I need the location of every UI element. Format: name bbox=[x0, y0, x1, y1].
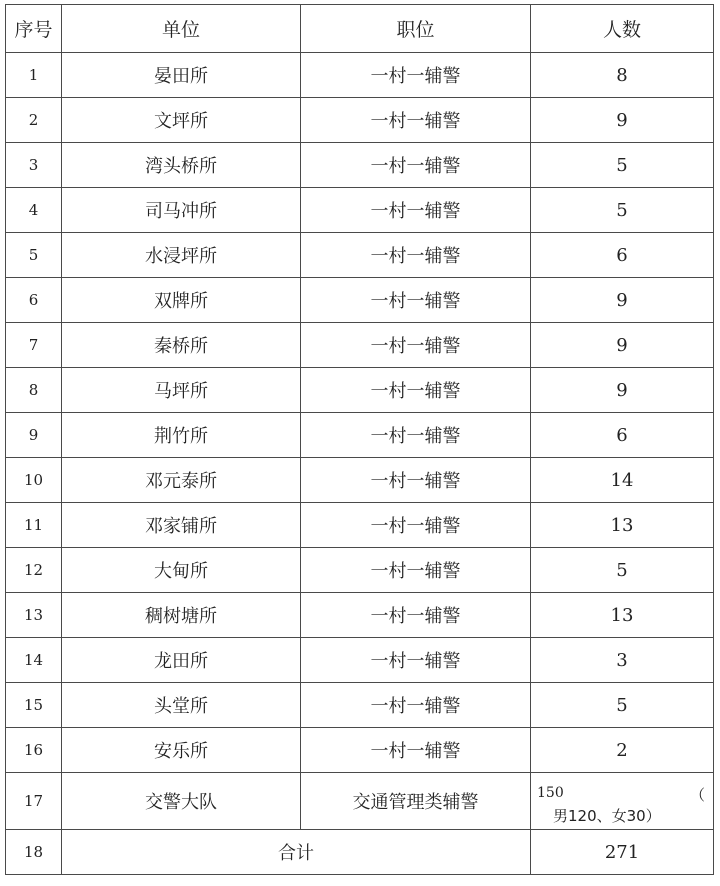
row-index: 1 bbox=[6, 53, 62, 98]
row-count bbox=[531, 773, 714, 830]
row-index: 10 bbox=[6, 458, 62, 503]
row-unit: 邓元泰所 bbox=[62, 458, 301, 503]
row-count: 14 bbox=[531, 458, 714, 503]
row-count: 6 bbox=[531, 233, 714, 278]
row-position: 一村一辅警 bbox=[301, 728, 531, 773]
table-row bbox=[6, 233, 714, 278]
staff-table bbox=[5, 4, 714, 875]
row-count: 3 bbox=[531, 638, 714, 683]
row-position: 一村一辅警 bbox=[301, 683, 531, 728]
table-row bbox=[6, 638, 714, 683]
row-count: 9 bbox=[531, 98, 714, 143]
row-unit: 水浸坪所 bbox=[62, 233, 301, 278]
row-position: 一村一辅警 bbox=[301, 368, 531, 413]
row-position: 一村一辅警 bbox=[301, 458, 531, 503]
table-row bbox=[6, 143, 714, 188]
row-count: 2 bbox=[531, 728, 714, 773]
table-row-special bbox=[6, 773, 714, 830]
row-position: 一村一辅警 bbox=[301, 98, 531, 143]
row-index: 17 bbox=[6, 773, 62, 830]
row-count: 9 bbox=[531, 278, 714, 323]
row-unit: 稠树塘所 bbox=[62, 593, 301, 638]
row-index: 5 bbox=[6, 233, 62, 278]
row-index: 14 bbox=[6, 638, 62, 683]
row-index: 6 bbox=[6, 278, 62, 323]
row-unit: 安乐所 bbox=[62, 728, 301, 773]
table-row bbox=[6, 368, 714, 413]
row-index: 2 bbox=[6, 98, 62, 143]
row-count: 5 bbox=[531, 683, 714, 728]
row-unit: 湾头桥所 bbox=[62, 143, 301, 188]
header-position: 职位 bbox=[301, 5, 531, 53]
table-row bbox=[6, 593, 714, 638]
table-row bbox=[6, 728, 714, 773]
count-main: 150 bbox=[537, 785, 564, 801]
table-row bbox=[6, 503, 714, 548]
row-count: 8 bbox=[531, 53, 714, 98]
row-count: 9 bbox=[531, 323, 714, 368]
row-unit: 交警大队 bbox=[62, 773, 301, 830]
row-unit: 荆竹所 bbox=[62, 413, 301, 458]
row-position: 一村一辅警 bbox=[301, 143, 531, 188]
row-position: 一村一辅警 bbox=[301, 638, 531, 683]
row-index: 9 bbox=[6, 413, 62, 458]
table-row bbox=[6, 548, 714, 593]
table-row bbox=[6, 98, 714, 143]
row-position: 一村一辅警 bbox=[301, 233, 531, 278]
table-row bbox=[6, 323, 714, 368]
table-row bbox=[6, 683, 714, 728]
header-row bbox=[6, 5, 714, 53]
row-index: 12 bbox=[6, 548, 62, 593]
row-position: 一村一辅警 bbox=[301, 548, 531, 593]
row-count: 5 bbox=[531, 143, 714, 188]
count-detail: 男120、女30） bbox=[553, 807, 661, 825]
total-label: 合计 bbox=[62, 830, 531, 875]
row-index: 18 bbox=[6, 830, 62, 875]
row-count: 6 bbox=[531, 413, 714, 458]
table-row-total bbox=[6, 830, 714, 875]
row-unit: 邓家铺所 bbox=[62, 503, 301, 548]
row-unit: 秦桥所 bbox=[62, 323, 301, 368]
table-row bbox=[6, 458, 714, 503]
row-unit: 马坪所 bbox=[62, 368, 301, 413]
total-count: 271 bbox=[531, 830, 714, 875]
row-index: 13 bbox=[6, 593, 62, 638]
row-position: 一村一辅警 bbox=[301, 188, 531, 233]
table-body bbox=[6, 53, 714, 773]
table-row bbox=[6, 413, 714, 458]
row-unit: 晏田所 bbox=[62, 53, 301, 98]
row-position: 一村一辅警 bbox=[301, 413, 531, 458]
row-count: 5 bbox=[531, 188, 714, 233]
row-index: 15 bbox=[6, 683, 62, 728]
row-position: 一村一辅警 bbox=[301, 593, 531, 638]
row-unit: 龙田所 bbox=[62, 638, 301, 683]
header-index: 序号 bbox=[6, 5, 62, 53]
header-unit: 单位 bbox=[62, 5, 301, 53]
row-position: 交通管理类辅警 bbox=[301, 773, 531, 830]
row-position: 一村一辅警 bbox=[301, 503, 531, 548]
row-index: 16 bbox=[6, 728, 62, 773]
row-count: 13 bbox=[531, 503, 714, 548]
row-index: 11 bbox=[6, 503, 62, 548]
row-unit: 大甸所 bbox=[62, 548, 301, 593]
row-position: 一村一辅警 bbox=[301, 323, 531, 368]
row-index: 8 bbox=[6, 368, 62, 413]
row-index: 4 bbox=[6, 188, 62, 233]
row-unit: 司马冲所 bbox=[62, 188, 301, 233]
count-paren: （ bbox=[689, 786, 705, 804]
row-index: 7 bbox=[6, 323, 62, 368]
row-unit: 双牌所 bbox=[62, 278, 301, 323]
table-row bbox=[6, 278, 714, 323]
row-count: 13 bbox=[531, 593, 714, 638]
row-unit: 文坪所 bbox=[62, 98, 301, 143]
table-row bbox=[6, 188, 714, 233]
row-unit: 头堂所 bbox=[62, 683, 301, 728]
row-position: 一村一辅警 bbox=[301, 53, 531, 98]
row-count: 9 bbox=[531, 368, 714, 413]
row-position: 一村一辅警 bbox=[301, 278, 531, 323]
row-index: 3 bbox=[6, 143, 62, 188]
row-count: 5 bbox=[531, 548, 714, 593]
table-row bbox=[6, 53, 714, 98]
header-count: 人数 bbox=[531, 5, 714, 53]
